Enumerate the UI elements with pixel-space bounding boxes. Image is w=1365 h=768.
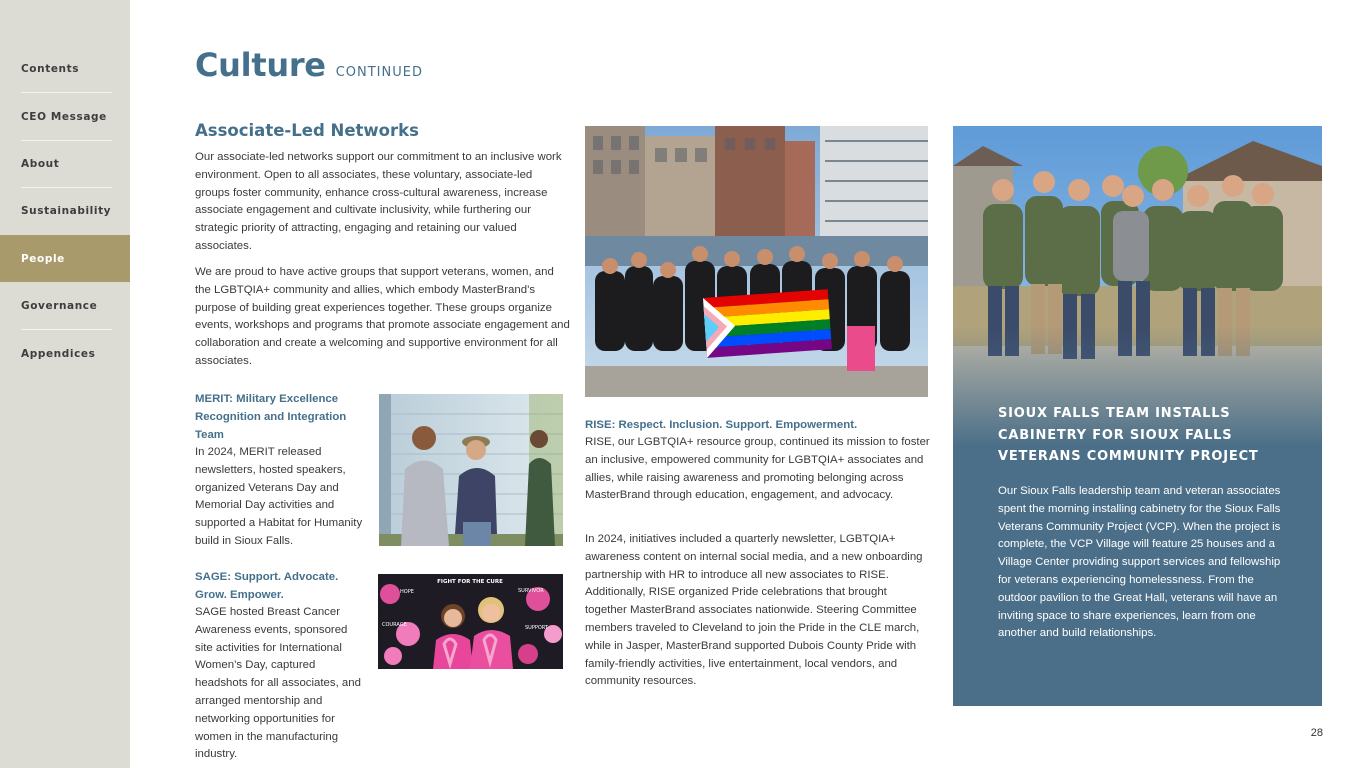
sidebar-item-sustainability[interactable]	[0, 187, 130, 234]
page-title-main: Culture	[195, 46, 326, 84]
merit-body: In 2024, MERIT released newsletters, hosted speakers, organized Veterans Day and Memorial Day activities and supported a Habitat for Humanity build in Sioux Falls.	[195, 446, 363, 547]
sage-awareness-photo	[378, 574, 563, 669]
networks-heading: Associate-Led Networks	[195, 121, 419, 140]
merit-heading: MERIT: Military Excellence Recognition and Integration Team	[195, 393, 347, 441]
merit-volunteers-photo	[379, 394, 563, 546]
rise-heading: RISE: Respect. Inclusion. Support. Empowerment.	[585, 419, 858, 431]
sidebar-item-label: Governance	[21, 299, 98, 312]
sidebar-item-label: CEO Message	[21, 110, 107, 123]
sidebar-item-label: Sustainability	[21, 204, 112, 217]
sidebar-item-ceo-message[interactable]	[0, 93, 130, 140]
sage-banner-word: COURAGE	[382, 622, 407, 628]
sidebar-item-label: About	[21, 157, 60, 170]
sidebar-item-people[interactable]	[0, 235, 130, 282]
merit-photo-art	[379, 394, 563, 546]
page-number: 28	[1310, 727, 1323, 739]
sidebar-item-governance[interactable]	[0, 282, 130, 329]
sidebar-item-contents[interactable]	[0, 45, 130, 92]
sioux-falls-title: SIOUX FALLS TEAM INSTALLS CABINETRY FOR SIOUX FALLS VETERANS COMMUNITY PROJECT	[998, 406, 1259, 464]
sidebar-item-label: Contents	[21, 62, 80, 75]
sage-banner-word: SURVIVOR	[518, 588, 544, 594]
rise-body-paragraph-2: In 2024, initiatives included a quarterly newsletter, LGBTQIA+ awareness content on internal social media, and a new onboarding partnership with HR to introduce all new associates to RISE. Additionally, RISE organized Pride celebrations that brought together MasterBrand associates nationwide. Steering Committee members traveled to Cleveland to join the Pride in the CLE march, while in Jasper, MasterBrand supported Dubois County Pride with family-friendly activities, live entertainment, local vendors, and community resources.	[585, 533, 923, 688]
sidebar-item-label: Appendices	[21, 347, 96, 360]
page-title-continued: CONTINUED	[335, 65, 423, 80]
rise-photo-art	[585, 126, 928, 397]
sage-body: SAGE hosted Breast Cancer Awareness events, sponsored site activities for International Women’s Day, captured headshots for all associates, and arranged mentorship and networking opportunities for women in the manufacturing industry.	[195, 606, 361, 761]
sidebar-nav	[0, 0, 130, 768]
sidebar-item-about[interactable]	[0, 140, 130, 187]
sioux-falls-team-photo	[953, 126, 1322, 446]
sage-banner-text: FIGHT FOR THE CURE	[437, 579, 503, 585]
networks-intro-paragraph-1: Our associate-led networks support our commitment to an inclusive work environment. Open to all associates, these voluntary, associate-led groups foster community, enhance cross-cultural awareness, increase associate engagement and cultivate inclusivity, while furthering our strategic priority of attracting, engaging and retaining our valued associates.	[195, 151, 562, 252]
sage-banner-word: SUPPORT	[525, 625, 548, 631]
sidebar-item-appendices[interactable]	[0, 330, 130, 377]
rise-pride-march-photo	[585, 126, 928, 397]
rise-body-paragraph-1: RISE, our LGBTQIA+ resource group, continued its mission to foster an inclusive, empowered community for LGBTQIA+ associates and allies, while raising awareness and promoting belonging across MasterBrand through education, engagement, and advocacy.	[585, 436, 930, 502]
sage-banner-word: HOPE	[400, 589, 414, 595]
networks-intro-paragraph-2: We are proud to have active groups that support veterans, women, and the LGBTQIA+ community and allies, which embody MasterBrand’s purpose of building great experiences together. These groups organize events, workshops and programs that promote associate engagement and collaboration and create a welcoming and supportive environment for all associates.	[195, 266, 570, 367]
sidebar-item-label: People	[21, 252, 65, 265]
page-title	[195, 46, 423, 84]
sage-heading: SAGE: Support. Advocate. Grow. Empower.	[195, 571, 339, 601]
sage-photo-art	[378, 574, 563, 669]
sioux-falls-body: Our Sioux Falls leadership team and veteran associates spent the morning installing cabinetry for the Sioux Falls Veterans Community Project (VCP). When the project is complete, the VCP Village will feature 25 houses and a Village Center providing support services and fellowship for veterans experiencing homelessness. From the outdoor pavilion to the Great Hall, veterans will have an inviting space to share experiences, learn from one another and build relationships.	[998, 485, 1281, 640]
